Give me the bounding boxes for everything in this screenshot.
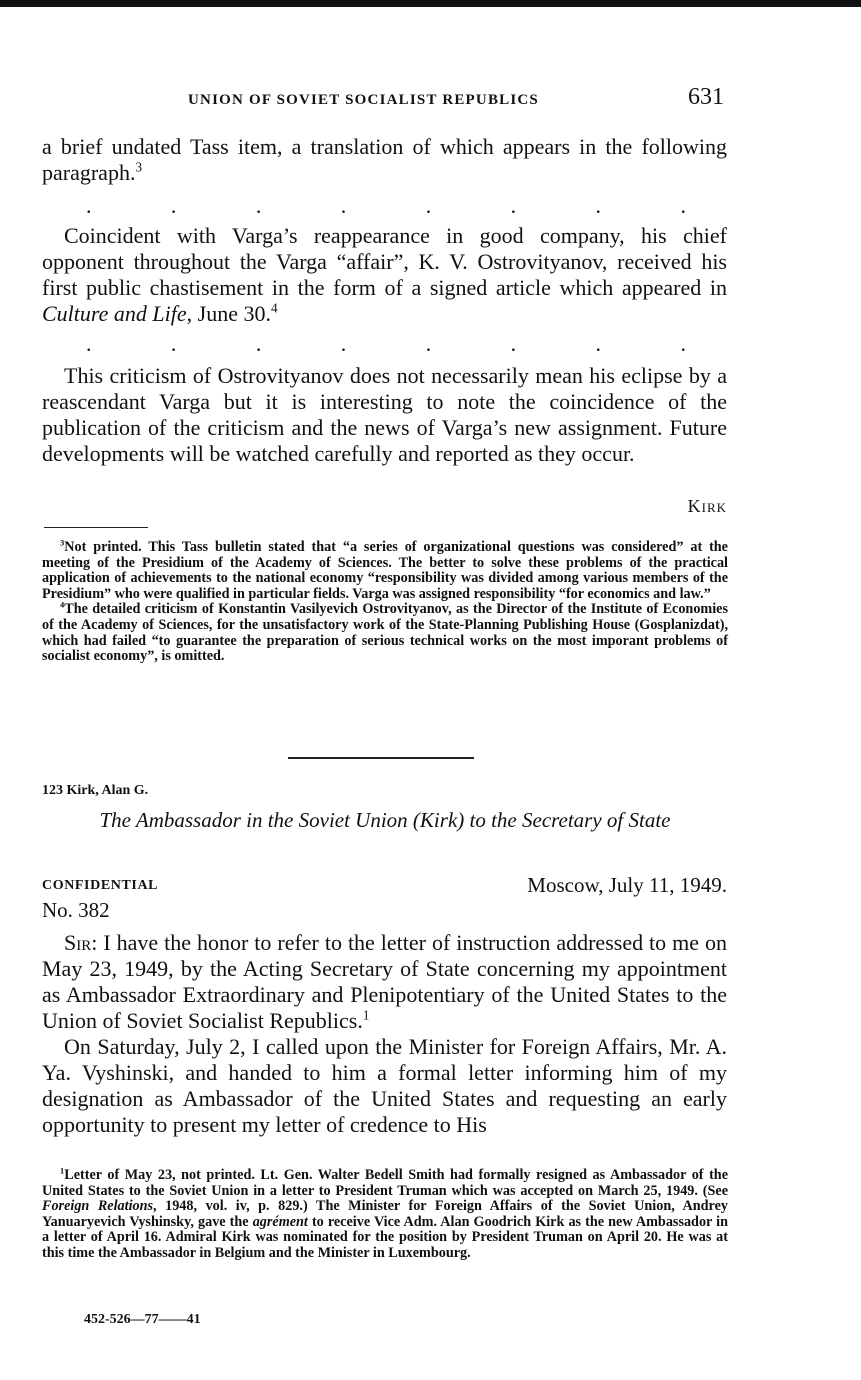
salutation: Sir: [64, 930, 92, 955]
running-head: UNION OF SOVIET SOCIALIST REPUBLICS: [188, 92, 539, 108]
footnote-3: $^3$Not printed. This Tass bulletin stated that “a series of organizational questions was considered” at the meeting of the Presidium of the Academy of Sciences. The better to solve these problems of the practical application of achievements to the national economy “responsibility was divided among various members of the Presidium” who were qualified in particular fields. Varga was assigned responsibility “for economics and law.”: [42, 537, 728, 602]
footnote-ref-4: 4: [270, 300, 278, 316]
printer-code: 452-526—77——41: [84, 1312, 201, 1327]
document-separator: [288, 757, 474, 759]
dateline: Moscow, July 11, 1949.: [527, 873, 727, 897]
footnotes-block: [42, 537, 728, 665]
footnote-ref-1: 1: [362, 1007, 370, 1023]
document-title: The Ambassador in the Soviet Union (Kirk) to the Secretary of State: [99, 808, 671, 832]
footnote-4: $^4$The detailed criticism of Konstantin Vasilyevich Ostrovityanov, as the Director of the Institute of Economies of the Academy of Sciences, for the unsatisfactory work of the State-Planning Publishing House (Gosplanizdat), which had failed “to guarantee the preparation of serious technical works on the most imporant problems of socialist economy”, is omitted.: [42, 599, 728, 665]
signature-kirk: Kirk: [687, 496, 727, 516]
paragraph-saturday-visit: On Saturday, July 2, I called upon the Minister for Foreign Affairs, Mr. A. Ya. Vyshinski, and handed to him a formal letter informing him of my designation as Ambassador of the United States and requesting an early opportunity to present my letter of credence to His: [42, 1034, 727, 1137]
ellipsis-row: . . . . . . . .: [86, 193, 686, 218]
page-number: 631: [688, 84, 724, 110]
document-number: No. 382: [42, 898, 110, 922]
footnote-rule: [44, 527, 148, 528]
ellipsis-row-2: . . . . . . . .: [86, 331, 686, 356]
paragraph-letter-instruction: Sir: I have the honor to refer to the letter of instruction addressed to me on May 23, 1949, by the Acting Secretary of State concerning my appointment as Ambassador Extraordinary and Plenipotentiary of the United States to the Union of Soviet Socialist Republics.$^1$: [42, 930, 727, 1033]
page-top-edge: [0, 0, 861, 7]
file-number: 123 Kirk, Alan G.: [42, 783, 149, 798]
footnote-1: $^1$Letter of May 23, not printed. Lt. Gen. Walter Bedell Smith had formally resigned as Ambassador of the United States to the Soviet Union in a letter to President Truman which was accepted on March 25, 1949. (See Foreign Relations, 1948, vol. iv, p. 829.) The Minister for Foreign Affairs of the Soviet Union, Andrey Yanuaryevich Vyshinsky, gave the agrément to receive Vice Adm. Alan Goodrich Kirk as the new Ambassador in a letter of April 16. Admiral Kirk was nominated for the position by President Truman on April 20. He was at this time the Ambassador in Belgium and the Minister in Luxembourg.: [42, 1165, 728, 1261]
footnote-ref-3: 3: [135, 159, 143, 175]
classification: CONFIDENTIAL: [42, 878, 159, 893]
paragraph-tass-item: a brief undated Tass item, a translation of which appears in the following paragraph.$^3$: [42, 134, 727, 185]
paragraph-varga-reappearance: Coincident with Varga’s reappearance in good company, his chief opponent throughout the Varga “affair”, K. V. Ostrovityanov, received his first public chastisement in the form of a signed article which appeared in Culture and Life, June 30.$^4$: [42, 223, 727, 326]
paragraph-criticism: This criticism of Ostrovityanov does not necessarily mean his eclipse by a reascendant Varga but it is interesting to note the coincidence of the publication of the criticism and the news of Varga’s new assignment. Future developments will be watched carefully and reported as they occur.: [42, 363, 727, 466]
